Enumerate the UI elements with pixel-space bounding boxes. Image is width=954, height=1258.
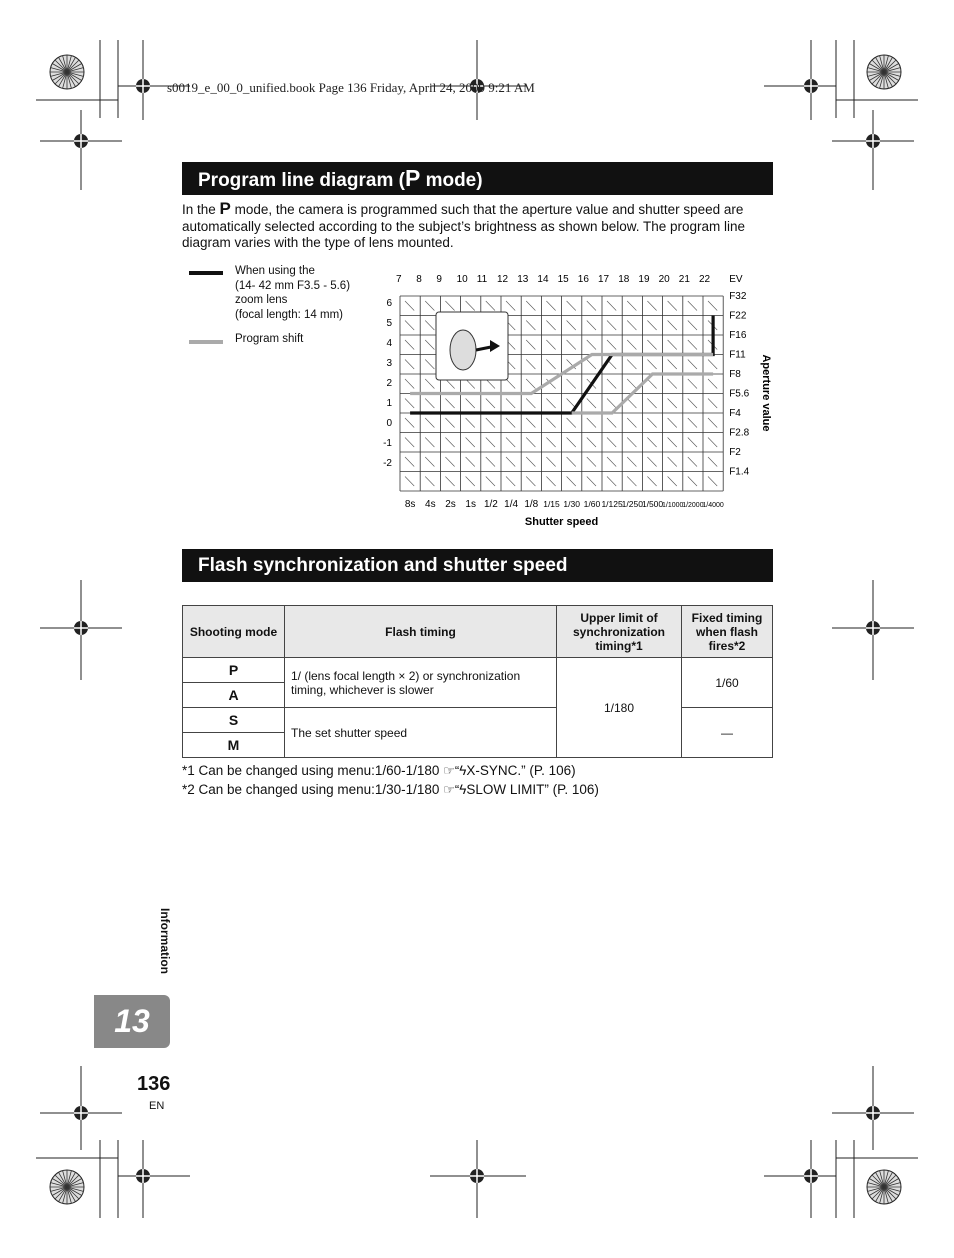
ev-diagonal bbox=[567, 457, 576, 467]
footnote-text: *2 Can be changed using menu:1/30-1/180 bbox=[182, 782, 444, 797]
aperture-tick-label: F1.4 bbox=[729, 466, 750, 478]
ev-diagonal bbox=[567, 477, 576, 487]
ev-diagonal bbox=[567, 321, 576, 331]
ev-diagonal bbox=[506, 418, 515, 428]
intro-paragraph bbox=[182, 201, 782, 252]
aperture-tick-label: F22 bbox=[729, 310, 747, 322]
section-side-label: Information bbox=[158, 908, 172, 974]
legend-lens-line: (focal length: 14 mm) bbox=[235, 308, 344, 321]
ev-diagonal bbox=[668, 418, 677, 428]
ev-diagonal bbox=[506, 438, 515, 448]
legend-shift: Program shift bbox=[235, 333, 304, 345]
ev-diagonal bbox=[506, 457, 515, 467]
ev-diagonal bbox=[486, 399, 495, 409]
ev-diagonal bbox=[486, 457, 495, 467]
ev-diagonal bbox=[688, 340, 697, 350]
ev-diagonal bbox=[425, 379, 434, 389]
aperture-tick-label: F11 bbox=[729, 349, 746, 361]
ev-diagonal bbox=[587, 321, 596, 331]
ev-tick-label: 12 bbox=[497, 274, 509, 285]
ev-diagonal bbox=[708, 418, 717, 428]
ev-diagonal bbox=[627, 321, 636, 331]
upper-limit-cell: 1/180 bbox=[557, 658, 682, 758]
ev-diagonal bbox=[587, 301, 596, 311]
intro-text-a: In the bbox=[182, 202, 220, 217]
ev-tick-label: 13 bbox=[517, 274, 529, 285]
flash-icon: ϟ bbox=[459, 782, 467, 797]
ev-diagonal bbox=[526, 418, 535, 428]
ev-diagonal bbox=[405, 379, 414, 389]
ev-diagonal bbox=[405, 399, 414, 409]
ev-diagonal bbox=[708, 457, 717, 467]
fixed-timing-cell: 1/60 bbox=[682, 658, 773, 708]
legend-swatch-lens bbox=[189, 271, 223, 275]
ev-diagonal bbox=[506, 379, 515, 389]
ev-diagonal bbox=[708, 438, 717, 448]
ev-diagonal bbox=[587, 477, 596, 487]
aperture-tick-label: F4 bbox=[729, 408, 741, 419]
left-ev-label: 0 bbox=[386, 418, 392, 429]
ev-diagonal bbox=[647, 301, 656, 311]
ev-axis-unit: EV bbox=[729, 274, 743, 285]
ev-diagonal bbox=[425, 418, 434, 428]
ev-diagonal bbox=[647, 457, 656, 467]
ev-tick-label: 11 bbox=[476, 274, 488, 285]
aperture-tick-label: F32 bbox=[729, 291, 747, 302]
shutter-tick-label: 1/1000 bbox=[661, 502, 684, 509]
ev-diagonal bbox=[688, 457, 697, 467]
table-header-row bbox=[183, 606, 773, 658]
left-ev-label: 2 bbox=[386, 378, 392, 389]
ev-diagonal bbox=[627, 399, 636, 409]
fixed-timing-cell: — bbox=[682, 708, 773, 758]
ev-tick-label: 17 bbox=[598, 274, 610, 285]
ev-diagonal bbox=[425, 340, 434, 350]
ev-diagonal bbox=[647, 399, 656, 409]
shutter-tick-label: 1/500 bbox=[641, 499, 664, 509]
ev-diagonal bbox=[607, 340, 616, 350]
page-number: 136 bbox=[137, 1073, 171, 1095]
ev-diagonal bbox=[668, 340, 677, 350]
left-ev-label: 4 bbox=[386, 338, 392, 349]
ev-diagonal bbox=[405, 438, 414, 448]
aperture-tick-label: F2 bbox=[729, 447, 741, 458]
ev-diagonal bbox=[466, 301, 475, 311]
ev-diagonal bbox=[668, 360, 677, 370]
ev-diagonal bbox=[668, 379, 677, 389]
ev-diagonal bbox=[546, 457, 555, 467]
ev-tick-label: 19 bbox=[638, 274, 650, 285]
ev-diagonal bbox=[425, 301, 434, 311]
flash-icon: ϟ bbox=[459, 763, 467, 778]
ev-diagonal bbox=[587, 438, 596, 448]
ev-diagonal bbox=[607, 321, 616, 331]
ev-diagonal bbox=[688, 438, 697, 448]
section-title-flash-sync: Flash synchronization and shutter speed bbox=[182, 549, 773, 582]
shutter-tick-label: 8s bbox=[404, 499, 416, 510]
ev-diagonal bbox=[526, 340, 535, 350]
ev-diagonal bbox=[567, 340, 576, 350]
shutter-tick-label: 2s bbox=[445, 499, 456, 510]
ev-diagonal bbox=[627, 438, 636, 448]
ev-diagonal bbox=[466, 477, 475, 487]
ev-diagonal bbox=[627, 457, 636, 467]
ev-diagonal bbox=[486, 418, 495, 428]
ev-diagonal bbox=[708, 399, 717, 409]
ev-diagonal bbox=[425, 360, 434, 370]
file-info-line: s0019_e_00_0_unified.book Page 136 Friday, April 24, 2009 9:21 AM bbox=[167, 80, 535, 95]
ev-diagonal bbox=[647, 438, 656, 448]
left-ev-label: -2 bbox=[383, 458, 392, 469]
ev-diagonal bbox=[405, 321, 414, 331]
ev-diagonal bbox=[425, 457, 434, 467]
legend-swatch-shift bbox=[189, 340, 223, 344]
shutter-tick-label: 1s bbox=[465, 499, 476, 510]
ev-diagonal bbox=[567, 379, 576, 389]
ev-diagonal bbox=[627, 477, 636, 487]
p-mode-inline: P bbox=[219, 199, 231, 218]
flash-sync-table bbox=[182, 605, 773, 758]
ev-diagonal bbox=[668, 321, 677, 331]
ev-diagonal bbox=[567, 418, 576, 428]
shutter-tick-label: 1/250 bbox=[621, 499, 643, 509]
ev-tick-label: 22 bbox=[699, 274, 711, 285]
ev-diagonal bbox=[688, 379, 697, 389]
ev-diagonal bbox=[405, 301, 414, 311]
ev-diagonal bbox=[546, 418, 555, 428]
footnote-2 bbox=[182, 782, 599, 798]
footnote-1 bbox=[182, 763, 576, 779]
ev-diagonal bbox=[506, 477, 515, 487]
ev-diagonal bbox=[688, 360, 697, 370]
header-fixed-timing: Fixed timing when flash fires*2 bbox=[682, 606, 773, 658]
ev-diagonal bbox=[486, 301, 495, 311]
shutter-tick-label: 1/15 bbox=[543, 499, 560, 509]
shutter-tick-label: 1/2 bbox=[483, 499, 498, 510]
ev-diagonal bbox=[486, 477, 495, 487]
ev-diagonal bbox=[526, 360, 535, 370]
left-ev-label: 6 bbox=[386, 298, 392, 309]
ev-diagonal bbox=[466, 438, 475, 448]
ev-diagonal bbox=[405, 340, 414, 350]
ev-tick-label: 20 bbox=[658, 274, 670, 285]
x-axis-label: Shutter speed bbox=[524, 516, 599, 528]
intro-text-b: mode, the camera is programmed such that the aperture value and shutter speed are automatically selected according to the subject’s brightness as shown below. The program line diagram varies with the type of lens mounted. bbox=[182, 202, 746, 250]
ev-tick-label: 16 bbox=[577, 274, 589, 285]
ev-diagonal bbox=[526, 438, 535, 448]
aperture-tick-label: F16 bbox=[729, 330, 747, 341]
ev-tick-label: 21 bbox=[678, 274, 690, 285]
ev-diagonal bbox=[546, 321, 555, 331]
legend-lens-line: (14- 42 mm F3.5 - 5.6) bbox=[235, 279, 351, 292]
ev-diagonal bbox=[708, 477, 717, 487]
section-title-program-line bbox=[182, 162, 773, 195]
ev-diagonal bbox=[526, 379, 535, 389]
shutter-tick-label: 1/4000 bbox=[702, 502, 724, 509]
ev-diagonal bbox=[445, 438, 454, 448]
ev-diagonal bbox=[607, 438, 616, 448]
ev-tick-label: 10 bbox=[456, 274, 468, 285]
ev-diagonal bbox=[506, 399, 515, 409]
ev-diagonal bbox=[668, 477, 677, 487]
aperture-tick-label: F8 bbox=[729, 369, 741, 380]
dial-icon bbox=[450, 330, 476, 370]
ev-diagonal bbox=[607, 477, 616, 487]
ev-diagonal bbox=[668, 438, 677, 448]
left-ev-label: 5 bbox=[386, 318, 392, 329]
ev-diagonal bbox=[688, 418, 697, 428]
ev-diagonal bbox=[526, 477, 535, 487]
ev-diagonal bbox=[425, 438, 434, 448]
shutter-tick-label: 1/2000 bbox=[682, 502, 704, 509]
mode-cell: M bbox=[183, 733, 285, 758]
table-row bbox=[183, 658, 773, 683]
legend-lens-line: When using the bbox=[235, 265, 315, 277]
ev-diagonal bbox=[405, 477, 414, 487]
ev-diagonal bbox=[425, 399, 434, 409]
footnote-text: *1 Can be changed using menu:1/60-1/180 bbox=[182, 763, 444, 778]
ev-diagonal bbox=[466, 418, 475, 428]
shutter-tick-label: 1/60 bbox=[583, 499, 601, 509]
ev-diagonal bbox=[708, 360, 717, 370]
ev-diagonal bbox=[466, 399, 475, 409]
ev-diagonal bbox=[607, 379, 616, 389]
ev-diagonal bbox=[668, 301, 677, 311]
ev-diagonal bbox=[445, 477, 454, 487]
ev-diagonal bbox=[526, 399, 535, 409]
ev-diagonal bbox=[668, 399, 677, 409]
legend-lens-line: zoom lens bbox=[235, 294, 288, 306]
table-row bbox=[183, 708, 773, 733]
ev-diagonal bbox=[567, 438, 576, 448]
flash-timing-cell: 1/ (lens focal length × 2) or synchronization timing, whichever is slower bbox=[285, 658, 557, 708]
ev-diagonal bbox=[445, 457, 454, 467]
ev-tick-label: 7 bbox=[396, 274, 402, 285]
left-ev-label: 1 bbox=[386, 398, 392, 409]
header-upper-limit: Upper limit of synchronization timing*1 bbox=[557, 606, 682, 658]
ev-diagonal bbox=[688, 477, 697, 487]
ev-diagonal bbox=[647, 321, 656, 331]
ev-tick-label: 8 bbox=[416, 274, 422, 285]
shutter-tick-label: 1/30 bbox=[563, 499, 580, 509]
ev-diagonal bbox=[668, 457, 677, 467]
ev-diagonal bbox=[546, 477, 555, 487]
mode-cell: A bbox=[183, 683, 285, 708]
ev-diagonal bbox=[688, 321, 697, 331]
ev-diagonal bbox=[546, 301, 555, 311]
shutter-tick-label: 1/125 bbox=[601, 499, 623, 509]
ev-diagonal bbox=[627, 340, 636, 350]
ev-diagonal bbox=[607, 399, 616, 409]
aperture-tick-label: F2.8 bbox=[729, 427, 750, 439]
legend-lens bbox=[235, 264, 350, 322]
ev-diagonal bbox=[546, 340, 555, 350]
ev-diagonal bbox=[405, 418, 414, 428]
ev-diagonal bbox=[627, 360, 636, 370]
program-line-chart bbox=[378, 268, 778, 528]
ev-diagonal bbox=[546, 438, 555, 448]
ev-diagonal bbox=[506, 301, 515, 311]
ev-diagonal bbox=[627, 301, 636, 311]
page-language: EN bbox=[149, 1100, 165, 1112]
chapter-tab: 13 bbox=[94, 995, 170, 1048]
ev-diagonal bbox=[486, 438, 495, 448]
ev-diagonal bbox=[607, 418, 616, 428]
left-ev-label: -1 bbox=[383, 438, 392, 449]
ev-diagonal bbox=[445, 301, 454, 311]
ev-tick-label: 18 bbox=[618, 274, 630, 285]
ev-diagonal bbox=[445, 418, 454, 428]
ev-diagonal bbox=[425, 321, 434, 331]
flash-timing-cell: The set shutter speed bbox=[285, 708, 557, 758]
ev-diagonal bbox=[405, 457, 414, 467]
ev-diagonal bbox=[587, 360, 596, 370]
shutter-tick-label: 1/8 bbox=[524, 499, 539, 510]
ev-diagonal bbox=[466, 457, 475, 467]
header-shooting-mode: Shooting mode bbox=[183, 606, 285, 658]
ev-tick-label: 15 bbox=[557, 274, 569, 285]
ev-diagonal bbox=[627, 418, 636, 428]
title-prefix: Program line diagram ( bbox=[198, 170, 405, 191]
ev-diagonal bbox=[526, 321, 535, 331]
ev-diagonal bbox=[647, 360, 656, 370]
ev-diagonal bbox=[688, 301, 697, 311]
ev-tick-label: 14 bbox=[537, 274, 549, 285]
ev-diagonal bbox=[647, 418, 656, 428]
ev-diagonal bbox=[445, 399, 454, 409]
ev-diagonal bbox=[587, 399, 596, 409]
title-suffix: mode) bbox=[420, 170, 483, 191]
ev-diagonal bbox=[708, 379, 717, 389]
mode-cell: S bbox=[183, 708, 285, 733]
ev-diagonal bbox=[425, 477, 434, 487]
ev-diagonal bbox=[526, 457, 535, 467]
ev-diagonal bbox=[647, 477, 656, 487]
ev-diagonal bbox=[546, 399, 555, 409]
ev-diagonal bbox=[688, 399, 697, 409]
shutter-tick-label: 4s bbox=[425, 499, 436, 510]
ev-diagonal bbox=[647, 340, 656, 350]
mode-cell: P bbox=[183, 658, 285, 683]
ev-diagonal bbox=[567, 301, 576, 311]
ev-diagonal bbox=[607, 457, 616, 467]
shutter-tick-label: 1/4 bbox=[504, 499, 519, 510]
left-ev-label: 3 bbox=[386, 358, 392, 369]
pointing-hand-icon: ☞“ bbox=[443, 782, 460, 797]
aperture-tick-label: F5.6 bbox=[729, 388, 750, 400]
footnote-text: X-SYNC.” (P. 106) bbox=[466, 763, 576, 778]
ev-diagonal bbox=[708, 301, 717, 311]
footnote-text: SLOW LIMIT” (P. 106) bbox=[466, 782, 599, 797]
ev-diagonal bbox=[627, 379, 636, 389]
ev-diagonal bbox=[587, 418, 596, 428]
ev-tick-label: 9 bbox=[436, 274, 442, 285]
y-axis-label: Aperture value bbox=[760, 354, 773, 432]
ev-diagonal bbox=[587, 340, 596, 350]
ev-diagonal bbox=[607, 301, 616, 311]
p-mode-symbol: P bbox=[404, 165, 421, 191]
ev-diagonal bbox=[546, 360, 555, 370]
pointing-hand-icon: ☞“ bbox=[443, 763, 460, 778]
header-flash-timing: Flash timing bbox=[285, 606, 557, 658]
ev-diagonal bbox=[405, 360, 414, 370]
ev-diagonal bbox=[647, 379, 656, 389]
ev-diagonal bbox=[526, 301, 535, 311]
ev-diagonal bbox=[587, 457, 596, 467]
